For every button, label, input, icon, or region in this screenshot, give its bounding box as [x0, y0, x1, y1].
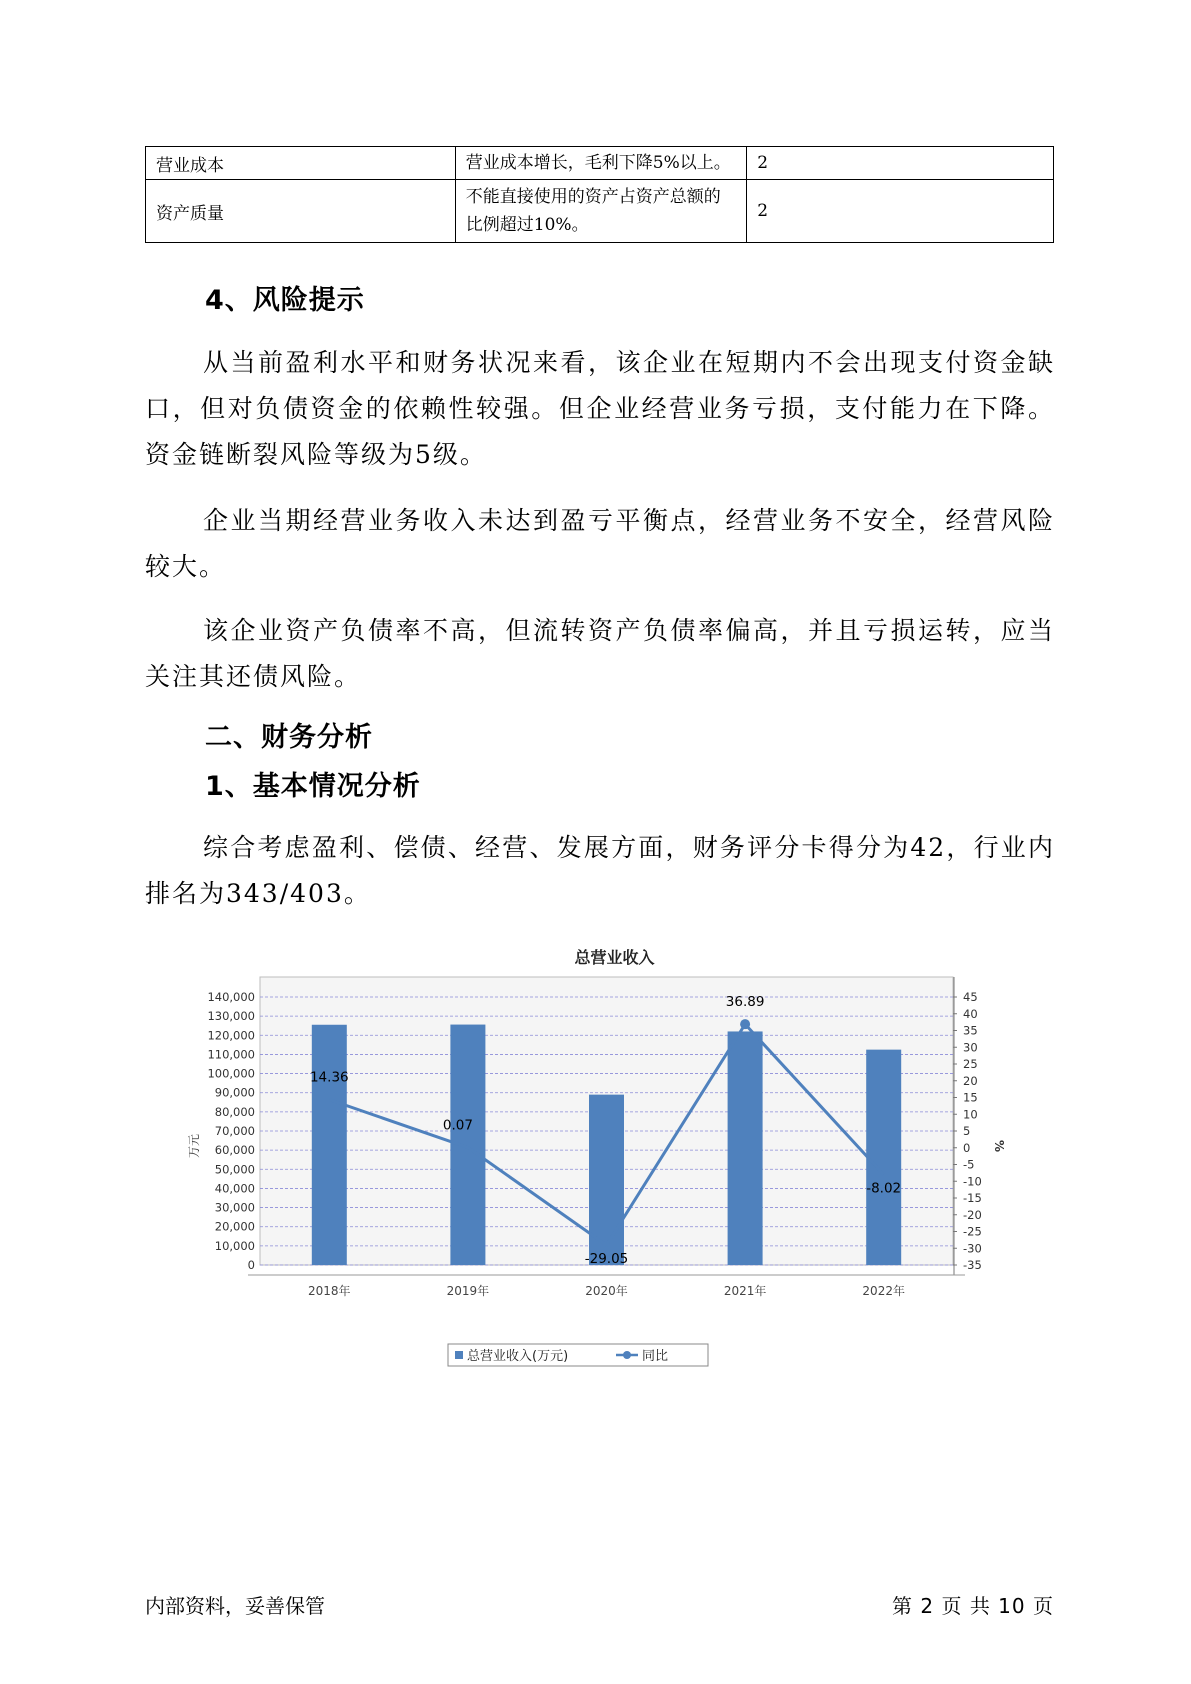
y2-tick-label: 25 [963, 1057, 978, 1071]
y-tick-label: 10,000 [214, 1238, 255, 1253]
y2-tick-label: 40 [963, 1006, 978, 1021]
data-label: -8.02 [866, 1180, 902, 1197]
x-tick-label: 2021年 [723, 1284, 767, 1298]
data-label: 36.89 [725, 994, 765, 1011]
y2-tick-label: -5 [963, 1157, 975, 1172]
data-label: 14.36 [309, 1069, 349, 1086]
y2-tick-label: -10 [963, 1174, 982, 1189]
y2-tick-label: -25 [963, 1224, 982, 1239]
legend-bar-label: 总营业收入(万元) [467, 1349, 569, 1364]
y-axis-label: 万元 [187, 1133, 201, 1159]
x-tick-label: 2022年 [862, 1284, 905, 1298]
revenue-bar [866, 1050, 901, 1265]
table-row [146, 180, 1054, 243]
x-tick-label: 2020年 [585, 1284, 628, 1298]
y2-tick-label: 35 [963, 1023, 978, 1038]
data-label: 0.07 [442, 1117, 473, 1134]
revenue-bar [589, 1095, 624, 1265]
footer-note: 内部资料，妥善保管 [145, 1594, 325, 1618]
revenue-chart-svg [180, 935, 1030, 1405]
y-tick-label: 30,000 [214, 1200, 255, 1215]
risk-table [145, 146, 1054, 243]
y2-axis-label: % [992, 1139, 1006, 1153]
table-cell-score: 2 [747, 147, 1054, 180]
y-tick-label: 140,000 [207, 990, 255, 1004]
revenue-bar [728, 1031, 763, 1265]
risk-paragraph-3: 该企业资产负债率不高，但流转资产负债率偏高，并且亏损运转，应当关注其还债风险。 [145, 616, 1055, 691]
y2-tick-label: 5 [963, 1124, 971, 1138]
table-cell-score: 2 [747, 180, 1054, 243]
legend-line-marker [623, 1351, 631, 1359]
y-tick-label: 120,000 [207, 1028, 255, 1043]
basic-paragraph: 综合考虑盈利、偿债、经营、发展方面，财务评分卡得分为42，行业内排名为343/403。 [145, 833, 1055, 908]
table-cell-condition: 营业成本增长，毛利下降5%以上。 [455, 147, 746, 180]
table-cell-item: 营业成本 [146, 147, 456, 180]
table-cell-condition: 不能直接使用的资产占资产总额的比例超过10%。 [455, 180, 746, 243]
legend-line-label: 同比 [642, 1349, 669, 1364]
y2-tick-label: 15 [963, 1090, 978, 1105]
y2-tick-label: -30 [963, 1241, 982, 1256]
risk-paragraph-2: 企业当期经营业务收入未达到盈亏平衡点，经营业务不安全，经营风险较大。 [145, 506, 1055, 581]
x-tick-label: 2018年 [308, 1284, 351, 1298]
table-cell-item: 资产质量 [146, 180, 456, 243]
table-row [146, 147, 1054, 180]
y2-tick-label: 0 [963, 1140, 971, 1155]
risk-paragraph-1: 从当前盈利水平和财务状况来看，该企业在短期内不会出现支付资金缺口，但对负债资金的依赖性较强。但企业经营业务亏损，支付能力在下降。资金链断裂风险等级为5级。 [145, 348, 1055, 469]
data-label: -29.05 [584, 1251, 629, 1268]
chart-title: 总营业收入 [574, 948, 655, 967]
y-tick-label: 90,000 [214, 1085, 255, 1100]
y2-tick-label: -15 [963, 1191, 982, 1205]
y2-tick-label: -35 [963, 1258, 982, 1272]
risk-heading: 4、风险提示 [205, 285, 365, 316]
y-tick-label: 40,000 [214, 1181, 255, 1196]
y2-tick-label: 30 [963, 1040, 978, 1055]
y-tick-label: 60,000 [214, 1143, 255, 1158]
y-tick-label: 50,000 [214, 1162, 255, 1177]
y-tick-label: 100,000 [207, 1066, 255, 1081]
revenue-bar [309, 1025, 349, 1265]
revenue-chart [180, 935, 1030, 1405]
basic-heading: 1、基本情况分析 [205, 771, 421, 802]
y2-tick-label: -20 [963, 1207, 982, 1222]
y-tick-label: 110,000 [207, 1047, 255, 1062]
legend-bar-swatch [455, 1351, 463, 1359]
y-tick-label: 20,000 [214, 1219, 255, 1234]
y2-tick-label: 45 [963, 990, 978, 1004]
finance-heading: 二、财务分析 [205, 722, 373, 753]
page-number: 第 2 页 共 10 页 [892, 1594, 1054, 1618]
y-tick-label: 0 [247, 1258, 255, 1272]
y-tick-label: 80,000 [214, 1104, 255, 1119]
y2-tick-label: 10 [963, 1107, 978, 1122]
y2-tick-label: 20 [963, 1073, 978, 1088]
x-tick-label: 2019年 [446, 1284, 490, 1298]
y-tick-label: 70,000 [214, 1124, 255, 1138]
yoy-point [740, 1019, 750, 1029]
y-tick-label: 130,000 [207, 1009, 255, 1024]
